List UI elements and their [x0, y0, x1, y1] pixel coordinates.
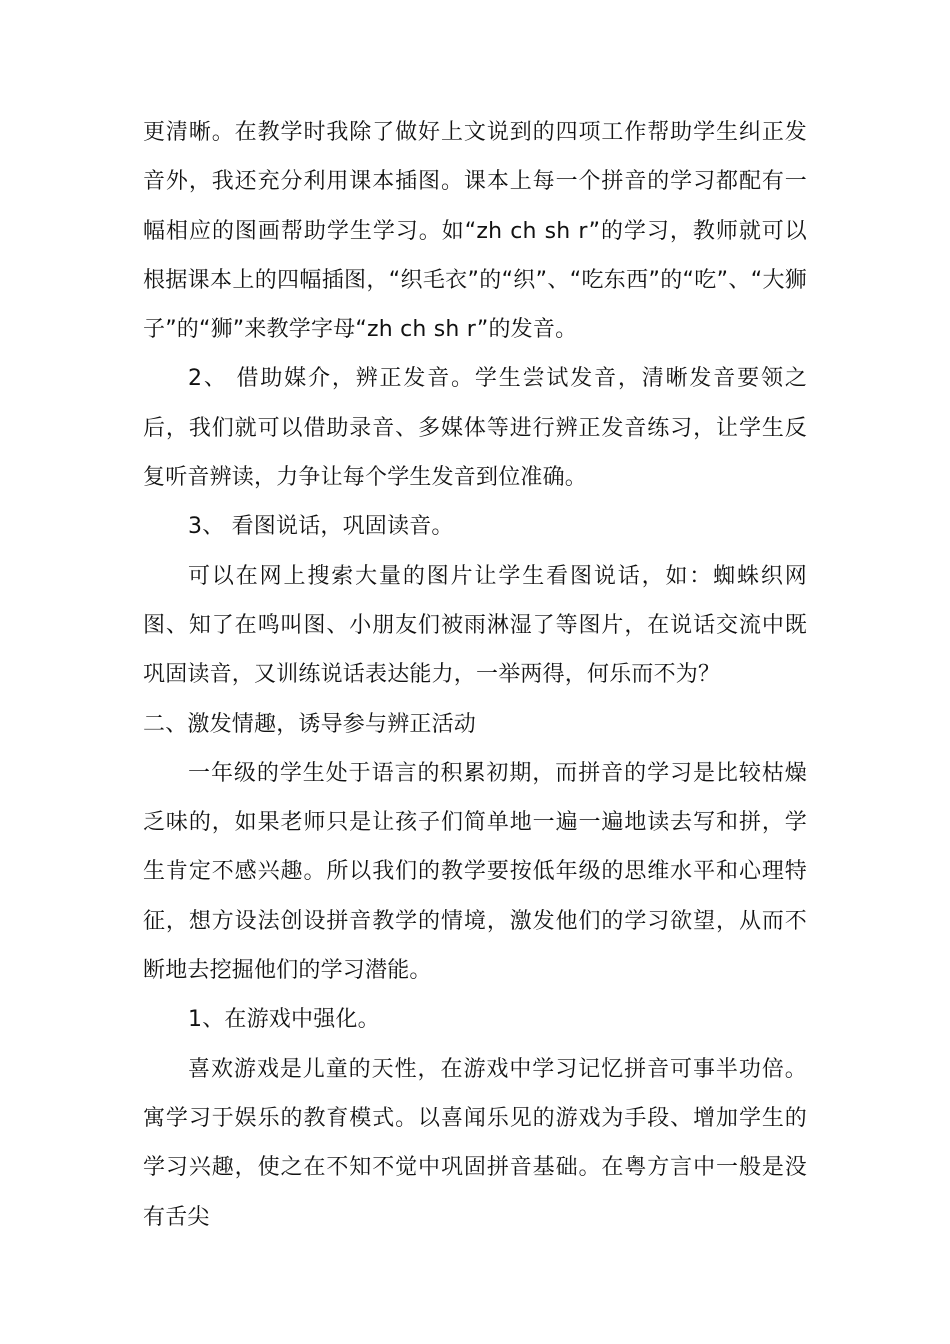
section-heading: 二、激发情趣，诱导参与辨正活动 [143, 711, 477, 737]
list-item-1: 1、在游戏中强化。 [188, 1007, 380, 1033]
paragraph-continued: 更清晰。在教学时我除了做好上文说到的四项工作帮助学生纠正发音外，我还充分利用课本插图。课本上每一个拼音的学习都配有一幅相应的图画帮助学生学习。如“zh ch sh r”的学习，教师就可以根据课本上的四幅插图，“织毛衣”的“织”、“吃东西”的“吃”、“大狮子”的“狮”来教学字母“zh ch sh r”的发音。 [143, 120, 807, 343]
paragraph-grade-one: 一年级的学生处于语言的积累初期，而拼音的学习是比较枯燥乏味的，如果老师只是让孩子们简单地一遍一遍地读去写和拼，学生肯定不感兴趣。所以我们的教学要按低年级的思维水平和心理特征，想方设法创设拼音教学的情境，激发他们的学习欲望，从而不断地去挖掘他们的学习潜能。 [143, 760, 807, 984]
document-body [143, 108, 807, 1242]
paragraph-picture-talk: 可以在网上搜索大量的图片让学生看图说话，如：蜘蛛织网图、知了在鸣叫图、小朋友们被雨淋湿了等图片，在说话交流中既巩固读音，又训练说话表达能力，一举两得，何乐而不为？ [143, 563, 807, 688]
list-item-2: 2、 借助媒介，辨正发音。学生尝试发音，清晰发音要领之后，我们就可以借助录音、多媒体等进行辨正发音练习，让学生反复听音辨读，力争让每个学生发音到位准确。 [143, 366, 807, 491]
paragraph-games: 喜欢游戏是儿童的天性，在游戏中学习记忆拼音可事半功倍。寓学习于娱乐的教育模式。以喜闻乐见的游戏为手段、增加学生的学习兴趣，使之在不知不觉中巩固拼音基础。在粤方言中一般是没有舌尖 [143, 1056, 807, 1230]
list-item-3: 3、 看图说话，巩固读音。 [188, 514, 454, 540]
